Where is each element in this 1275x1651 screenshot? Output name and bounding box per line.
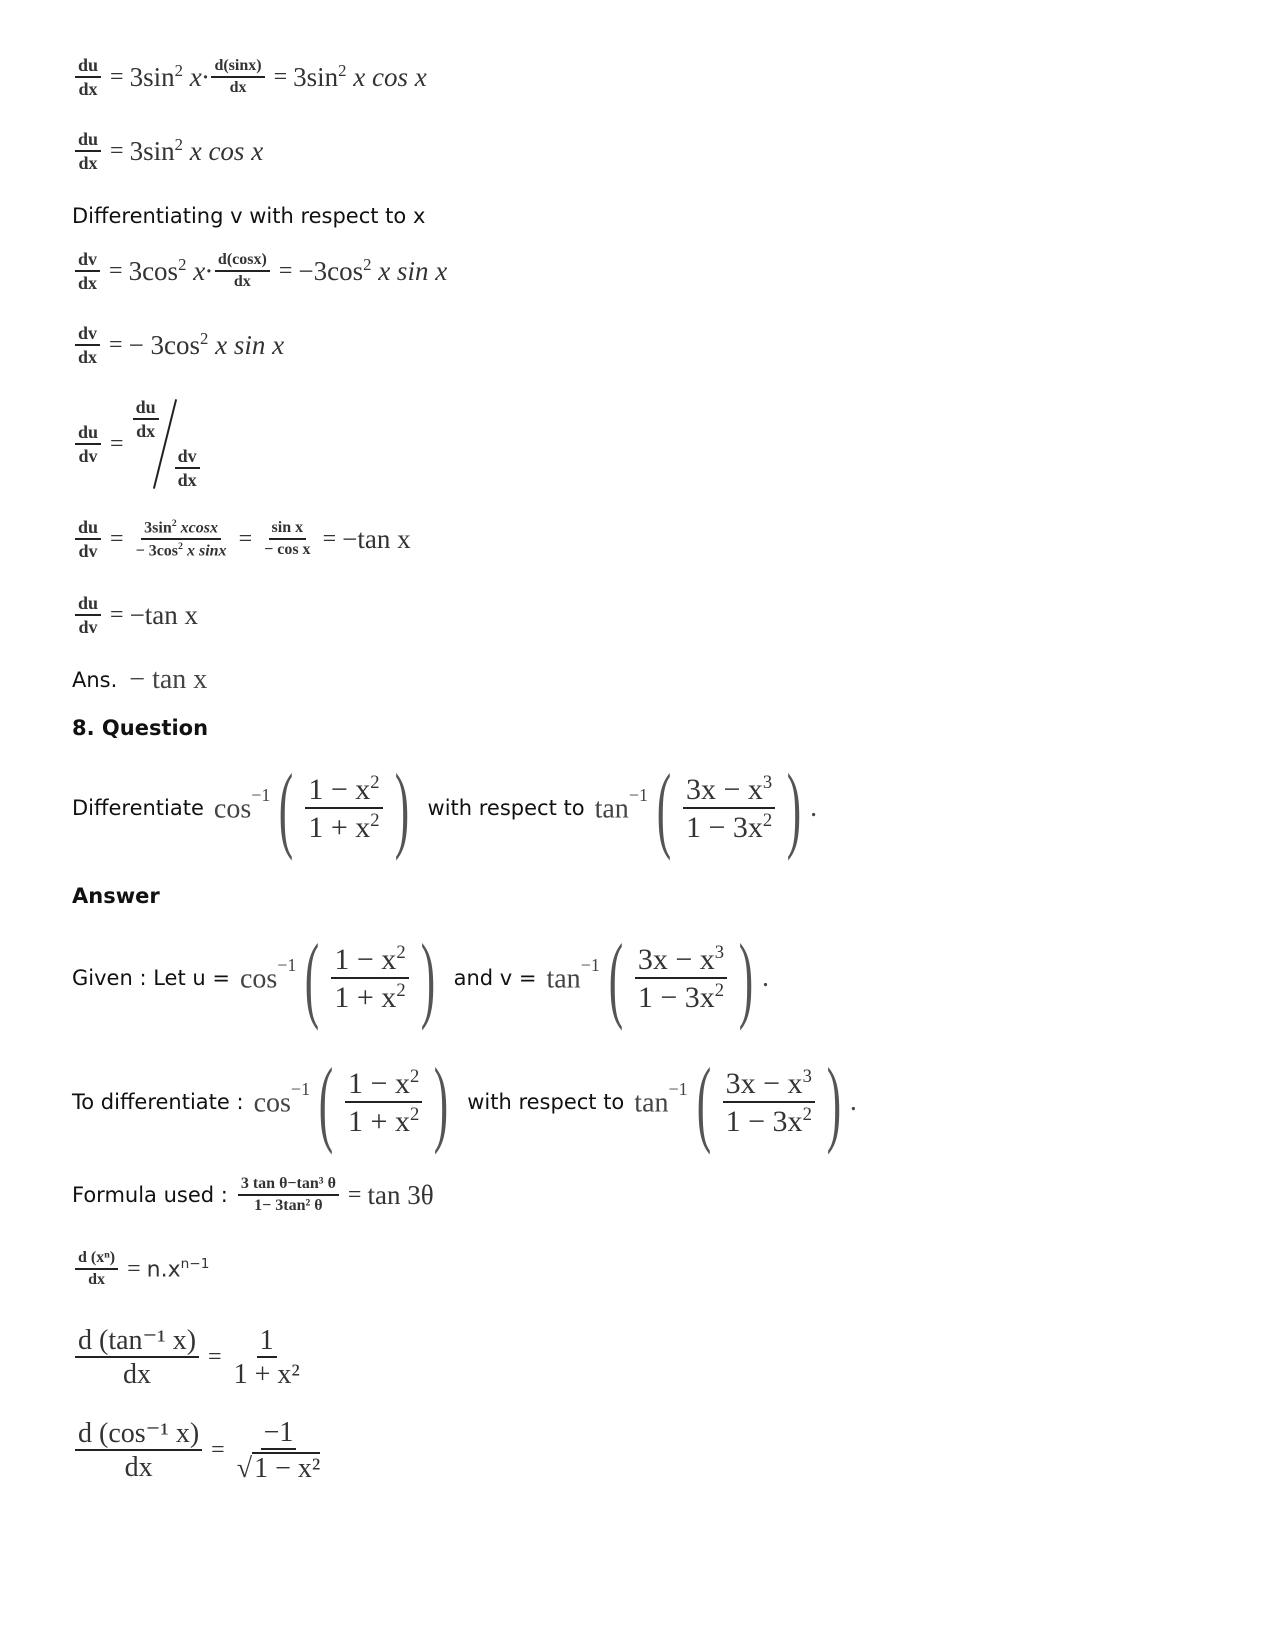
equation-dv-dx-result: $\frac{dv}{dx}$ = − $3\cos^2$ x sin x: [72, 324, 284, 367]
fraction-dsinx-dx: $\frac{d(\sin x)}{dx}$: [211, 58, 264, 97]
answer-line: Ans. − tan x: [72, 664, 208, 695]
equation-du-dv-ratio: $\frac{du}{dv}$ = $\frac{du}{dx}$ $\frac{dv}{dx}$: [72, 398, 203, 490]
equation-du-dv-simplified: $\frac{du}{dv}$ = $\frac{3\sin^2 xcosx}{- 3\cos^2 x \sin x}$ = $\frac{\text{sin x}}{\text{− cos x}}$ = −tan x: [72, 518, 411, 561]
power-rule: $\frac{\text{d (xⁿ)}}{dx}$ = $n.x^{n-1}$: [72, 1250, 209, 1289]
given-line: Given : Let u = $\cos^{-1}$ ( $\frac{1 - x^2}{1 + x^2}$ ) and v = $\tan^{-1}$ ( $\frac{3x - x^3}{1 - 3x^2}$ ) .: [72, 924, 769, 1031]
equation-du-dv-final: $\frac{du}{dv}$ = −tan x: [72, 594, 198, 637]
equation-dv-dx-expanded: $\frac{dv}{dx}$ = $3\cos^2$ x· $\frac{d(\cos x)}{dx}$ = $-3\cos^2$ x sin x: [72, 250, 447, 293]
to-differentiate-line: To differentiate : $\cos^{-1}$ ( $\frac{1 - x^2}{1 + x^2}$ ) with respect to $\tan^{-1}$ ( $\frac{3x - x^3}{1 - 3x^2}$ ) .: [72, 1048, 857, 1155]
tan-inverse-derivative-rule: $\frac{\text{d (tan⁻¹ x)}}{dx}$ = $\frac{1}{\text{1 + x²}}$: [72, 1326, 306, 1390]
question-text: Differentiate $\cos^{-1}$ ( $\frac{1 - x^2}{1 + x^2}$ ) with respect to $\tan^{-1}$ ( $\frac{3x - x^3}{1 - 3x^2}$ ) .: [72, 754, 818, 861]
formula-used-line: Formula used : $\frac{\text{3 tan θ−tan³ θ}}{\text{1− 3tan² θ}}$ = tan 3θ: [72, 1175, 434, 1214]
question-heading: 8. Question: [72, 716, 209, 740]
cos-inverse-derivative-rule: $\frac{\text{d (cos⁻¹ x)}}{dx}$ = $\frac{-1}{\text{√1 − x²}}$: [72, 1418, 326, 1484]
fraction-du-dx: $\frac{du}{dx}$: [75, 56, 101, 99]
answer-heading: Answer: [72, 884, 160, 908]
equation-du-dx-expanded: $\frac{du}{dx}$ = $3\sin^2$ x· $\frac{d(\sin x)}{dx}$ = $3\sin^2$ x cos x: [72, 56, 427, 99]
text-differentiating-v: Differentiating v with respect to x: [72, 204, 426, 228]
equation-du-dx-result: $\frac{du}{dx}$ = $3\sin^2$ x cos x: [72, 130, 263, 173]
